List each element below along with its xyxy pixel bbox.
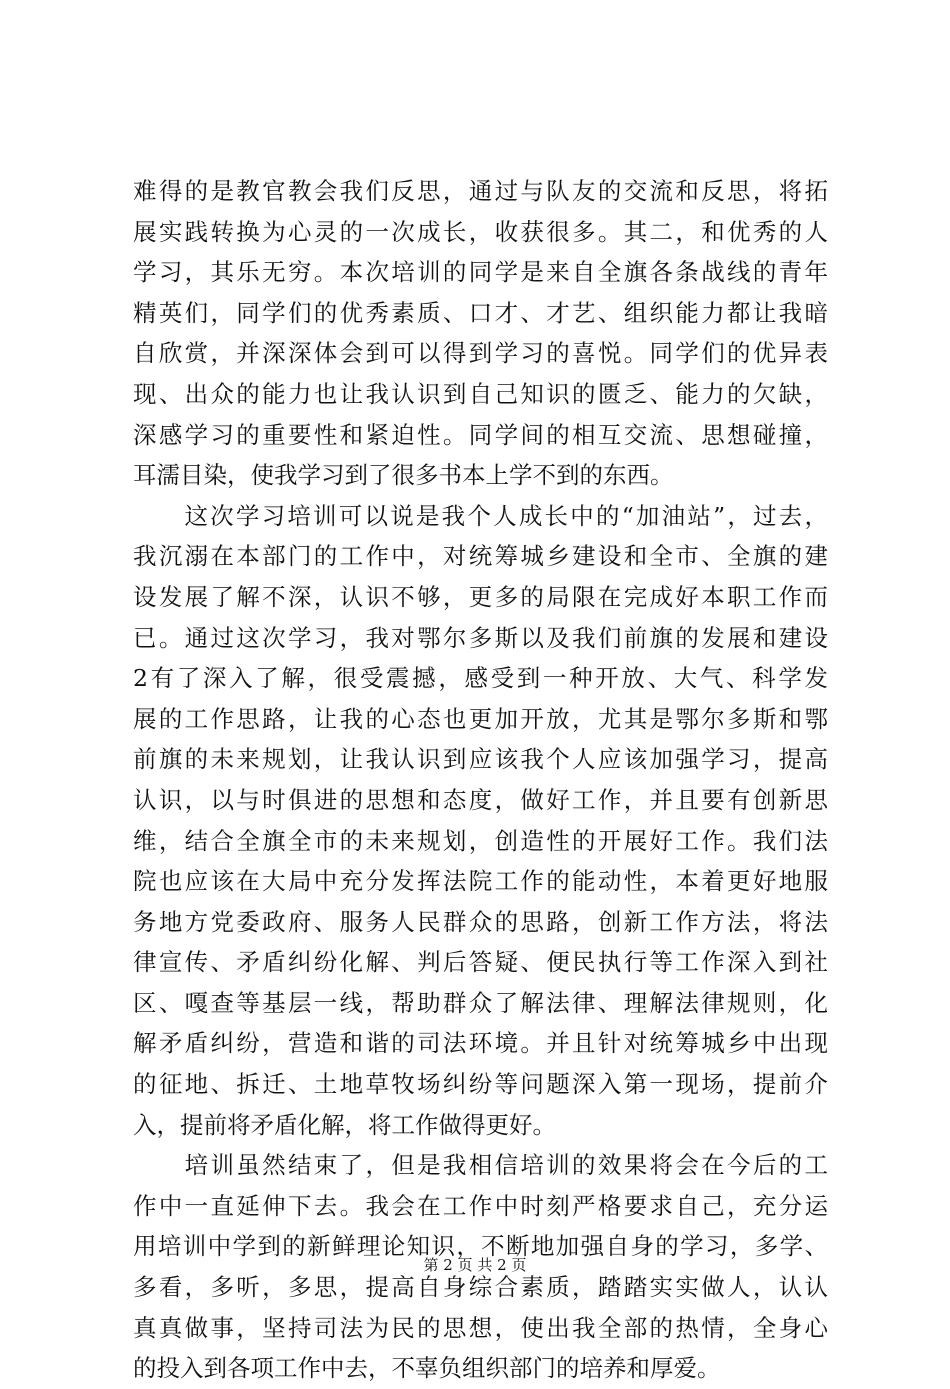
text-line: 这次学习培训可以说是我个人成长中的“加油站”，过去， [133, 501, 828, 530]
text-line: 我沉溺在本部门的工作中，对统筹城乡建设和全市、全旗的建 [133, 542, 828, 571]
text-line: 作中一直延伸下去。我会在工作中时刻严格要求自己，充分运 [133, 1191, 828, 1220]
text-line: 维，结合全旗全市的未来规划，创造性的开展好工作。我们法 [133, 826, 828, 855]
text-line: 展实践转换为心灵的一次成长，收获很多。其二，和优秀的人 [133, 217, 828, 246]
body-text [133, 171, 828, 1389]
text-line: 解矛盾纠纷，营造和谐的司法环境。并且针对统筹城乡中出现 [133, 1029, 828, 1058]
text-line: 已。通过这次学习，我对鄂尔多斯以及我们前旗的发展和建设 [133, 623, 828, 652]
text-line: 精英们，同学们的优秀素质、口才、才艺、组织能力都让我暗 [133, 298, 828, 327]
text-line: 的征地、拆迁、土地草牧场纠纷等问题深入第一现场，提前介 [133, 1070, 828, 1099]
text-line: 区、嘎查等基层一线，帮助群众了解法律、理解法律规则，化 [133, 988, 828, 1017]
text-line: 展的工作思路，让我的心态也更加开放，尤其是鄂尔多斯和鄂 [133, 704, 828, 733]
text-line: 的投入到各项工作中去，不辜负组织部门的培养和厚爱。 [133, 1354, 721, 1383]
text-line: 耳濡目染，使我学习到了很多书本上学不到的东西。 [133, 461, 674, 490]
text-line: 培训虽然结束了，但是我相信培训的效果将会在今后的工 [133, 1151, 828, 1180]
page-footer: 第 2 页 共 2 页 [423, 1256, 527, 1274]
text-line: 难得的是教官教会我们反思，通过与队友的交流和反思，将拓 [133, 177, 828, 205]
text-line: 入，提前将矛盾化解，将工作做得更好。 [133, 1110, 556, 1139]
text-line: 律宣传、矛盾纠纷化解、判后答疑、便民执行等工作深入到社 [133, 948, 828, 977]
text-line: 认识，以与时俱进的思想和态度，做好工作，并且要有创新思 [133, 785, 828, 814]
text-line: 设发展了解不深，认识不够，更多的局限在完成好本职工作而 [133, 582, 828, 611]
text-line: 务地方党委政府、服务人民群众的思路，创新工作方法，将法 [133, 907, 828, 936]
text-line: 用培训中学到的新鲜理论知识，不断地加强自身的学习，多学、 [133, 1232, 828, 1261]
text-line: 前旗的未来规划，让我认识到应该我个人应该加强学习，提高 [133, 745, 828, 774]
text-line: 学习，其乐无穷。本次培训的同学是来自全旗各条战线的青年 [133, 258, 828, 287]
text-line: 现、出众的能力也让我认识到自己知识的匮乏、能力的欠缺， [133, 379, 828, 408]
text-line: 深感学习的重要性和紧迫性。同学间的相互交流、思想碰撞， [133, 420, 828, 449]
text-line: 真真做事，坚持司法为民的思想，使出我全部的热情，全身心 [133, 1313, 828, 1342]
text-line: 自欣赏，并深深体会到可以得到学习的喜悦。同学们的优异表 [133, 339, 828, 368]
text-line: 多看，多听，多思，提高自身综合素质，踏踏实实做人，认认 [133, 1273, 828, 1302]
text-line: 2有了深入了解，很受震撼，感受到一种开放、大气、科学发 [133, 664, 828, 693]
text-line: 院也应该在大局中充分发挥法院工作的能动性，本着更好地服 [133, 867, 828, 896]
